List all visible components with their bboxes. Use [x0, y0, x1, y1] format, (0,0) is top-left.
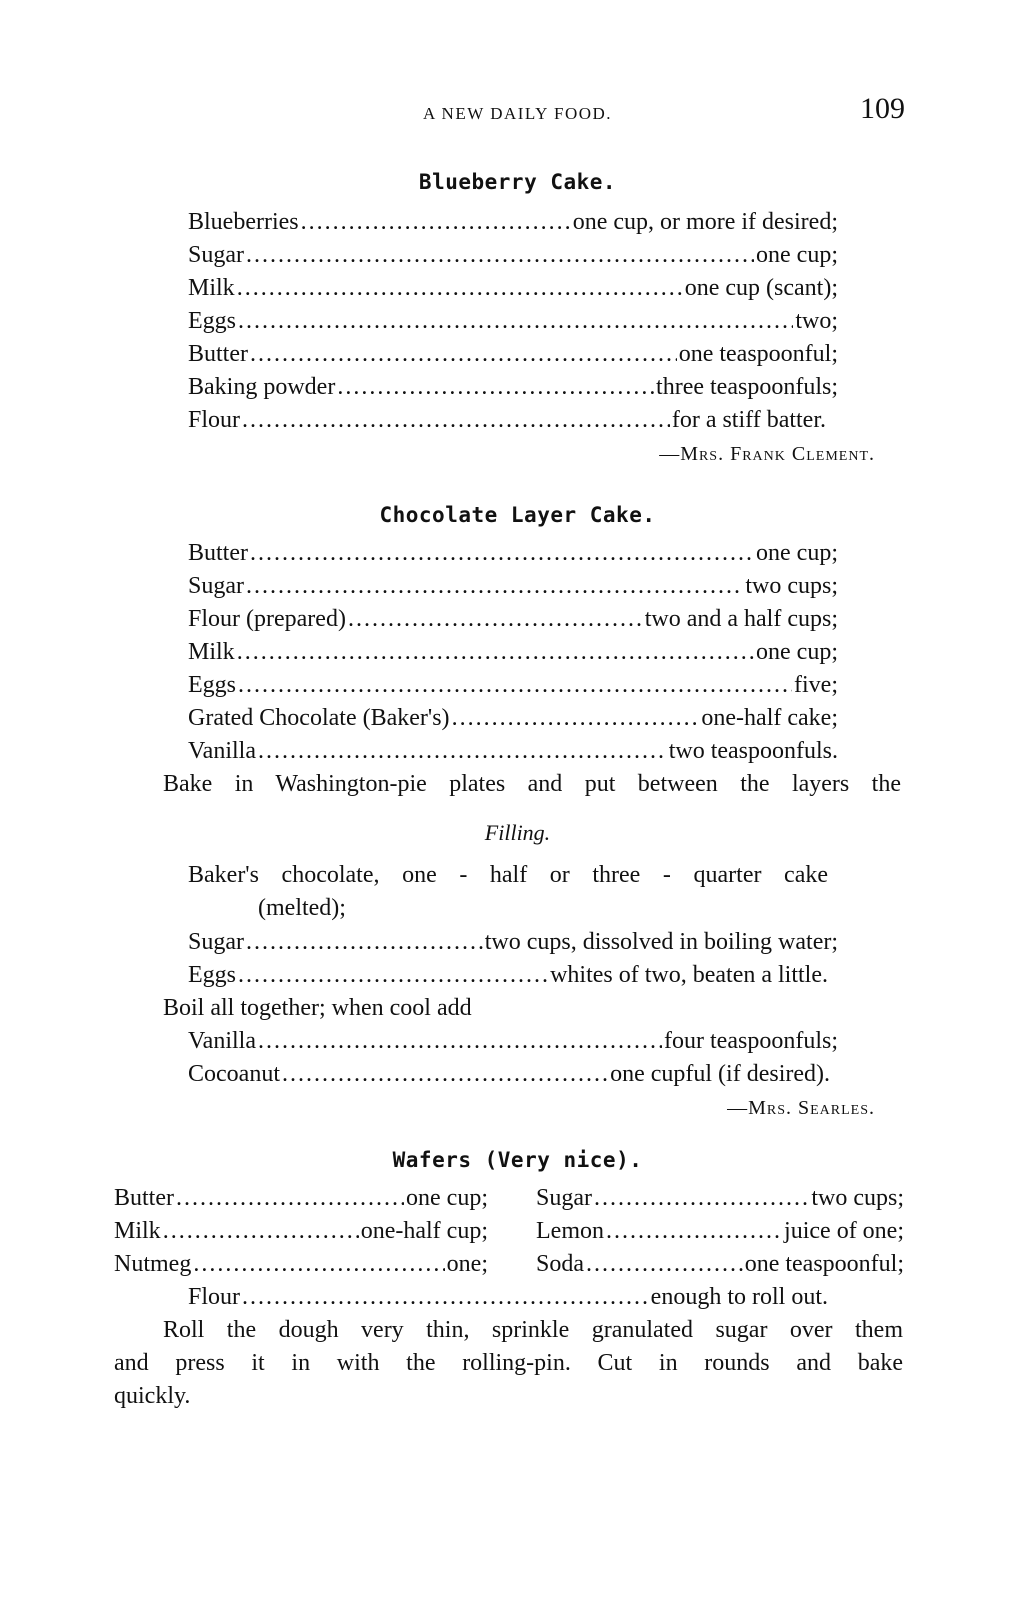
- ingredient-label: Soda: [536, 1251, 584, 1277]
- ingredient-line: [188, 639, 838, 666]
- running-title: A NEW DAILY FOOD.: [422, 104, 613, 123]
- ingredient-label: Butter: [188, 341, 248, 367]
- ingredient-line: [188, 929, 838, 956]
- ingredient-label: Butter: [188, 540, 248, 566]
- ingredient-line: [188, 705, 838, 732]
- ingredient-label: Sugar: [536, 1185, 592, 1211]
- signature-chocolate: [727, 1097, 875, 1120]
- ingredient-label: Lemon: [536, 1218, 604, 1244]
- ingredient-amount: two teaspoonfuls.: [668, 738, 838, 764]
- ingredient-line: [188, 374, 838, 401]
- ingredient-line: [188, 1028, 838, 1055]
- ingredient-label: Sugar: [188, 573, 244, 599]
- leader-dots: [237, 275, 683, 302]
- ingredient-label: Sugar: [188, 929, 244, 955]
- ingredient-amount: one cup;: [406, 1185, 488, 1211]
- ingredient-line: [188, 242, 838, 269]
- leader-dots: [250, 341, 677, 368]
- ingredient-label: Milk: [188, 275, 235, 301]
- ingredient-label: Milk: [188, 639, 235, 665]
- instruction-text: quickly.: [114, 1383, 191, 1409]
- ingredient-amount: two cups;: [745, 573, 838, 599]
- recipe-title-chocolate: Chocolate Layer Cake.: [379, 503, 656, 527]
- ingredient-line: [188, 308, 838, 335]
- ingredient-amount: two cups;: [811, 1185, 904, 1211]
- ingredient-amount: one cup (scant);: [684, 275, 838, 301]
- signature-text: —Mrs. Frank Clement.: [659, 443, 875, 465]
- ingredient-amount: enough to roll out.: [650, 1284, 828, 1310]
- recipe-title-wafers: Wafers (Very nice).: [392, 1148, 643, 1172]
- ingredient-label: Eggs: [188, 308, 236, 334]
- ingredient-line: [188, 962, 828, 989]
- signature-text: —Mrs. Searles.: [727, 1097, 875, 1119]
- running-head: [0, 92, 1035, 142]
- ingredient-label: Baking powder: [188, 374, 336, 400]
- ingredient-label: Blueberries: [188, 209, 299, 235]
- leader-dots: [163, 1218, 359, 1245]
- instruction-text: Roll the dough very thin, sprinkle granulated sugar over them: [163, 1317, 903, 1343]
- leader-dots: [246, 573, 743, 600]
- leader-dots: [238, 308, 793, 335]
- leader-dots: [193, 1251, 444, 1278]
- ingredient-amount: for a stiff batter.: [671, 407, 826, 433]
- ingredient-line: [188, 275, 838, 302]
- ingredient-label: Nutmeg: [114, 1251, 192, 1277]
- signature-blueberry: [659, 443, 875, 466]
- ingredient-amount: one-half cup;: [360, 1218, 488, 1244]
- leader-dots: [586, 1251, 743, 1278]
- ingredient-label: Flour (prepared): [188, 606, 346, 632]
- ingredient-line: [188, 606, 838, 633]
- ingredient-amount: three teaspoonfuls;: [656, 374, 838, 400]
- ingredient-amount: one teaspoonful;: [744, 1251, 904, 1277]
- ingredient-line: [188, 573, 838, 600]
- leader-dots: [246, 242, 754, 269]
- filling-intro-continuation: (melted);: [258, 895, 346, 921]
- ingredient-label: Eggs: [188, 962, 236, 988]
- leader-dots: [337, 374, 654, 401]
- leader-dots: [282, 1061, 608, 1088]
- ingredient-amount: five;: [794, 672, 838, 698]
- ingredient-line: [188, 407, 826, 434]
- ingredient-line: [188, 672, 838, 699]
- ingredient-amount: one teaspoonful;: [678, 341, 838, 367]
- ingredient-amount: one cup;: [756, 639, 838, 665]
- filling-title: Filling.: [484, 820, 551, 845]
- ingredient-line: [188, 341, 838, 368]
- leader-dots: [250, 540, 754, 567]
- instruction-text: Bake in Washington-pie plates and put between the layers the: [163, 771, 901, 797]
- ingredient-amount: two;: [795, 308, 838, 334]
- ingredient-amount: whites of two, beaten a little.: [550, 962, 828, 988]
- ingredient-label: Flour: [188, 1284, 241, 1310]
- ingredient-amount: one;: [446, 1251, 488, 1277]
- leader-dots: [242, 407, 670, 434]
- ingredient-amount: four teaspoonfuls;: [664, 1028, 838, 1054]
- ingredient-label: Butter: [114, 1185, 174, 1211]
- recipe-title-blueberry: Blueberry Cake.: [418, 170, 617, 194]
- leader-dots: [348, 606, 643, 633]
- ingredient-label: Cocoanut: [188, 1061, 280, 1087]
- ingredient-line: [188, 1284, 828, 1311]
- leader-dots: [246, 929, 483, 956]
- ingredient-line: [188, 209, 838, 236]
- ingredient-amount: juice of one;: [784, 1218, 904, 1244]
- instruction-text: and press it in with the rolling-pin. Cut in rounds and bake: [114, 1350, 903, 1376]
- ingredient-line: [188, 738, 838, 765]
- ingredient-line: [114, 1218, 488, 1245]
- ingredient-line: [536, 1251, 904, 1278]
- leader-dots: [258, 1028, 662, 1055]
- leader-dots: [258, 738, 667, 765]
- ingredient-amount: one cupful (if desired).: [610, 1061, 830, 1087]
- leader-dots: [452, 705, 700, 732]
- ingredient-amount: two cups, dissolved in boiling water;: [484, 929, 838, 955]
- ingredient-line: [188, 1061, 830, 1088]
- ingredient-amount: one cup, or more if desired;: [572, 209, 838, 235]
- ingredient-label: Sugar: [188, 242, 244, 268]
- ingredient-amount: two and a half cups;: [644, 606, 838, 632]
- ingredient-line: [536, 1218, 904, 1245]
- leader-dots: [606, 1218, 782, 1245]
- leader-dots: [238, 962, 548, 989]
- ingredient-label: Flour: [188, 407, 241, 433]
- ingredient-line: [536, 1185, 904, 1212]
- ingredient-label: Eggs: [188, 672, 236, 698]
- ingredient-label: Grated Chocolate (Baker's): [188, 705, 450, 731]
- leader-dots: [237, 639, 754, 666]
- ingredient-label: Vanilla: [188, 738, 256, 764]
- ingredient-line: [114, 1185, 488, 1212]
- ingredient-label: Milk: [114, 1218, 161, 1244]
- ingredient-amount: one cup;: [756, 540, 838, 566]
- leader-dots: [238, 672, 792, 699]
- ingredient-label: Vanilla: [188, 1028, 256, 1054]
- ingredient-line: [114, 1251, 488, 1278]
- page-number: 109: [860, 92, 905, 125]
- ingredient-amount: one-half cake;: [701, 705, 838, 731]
- ingredient-amount: one cup;: [756, 242, 838, 268]
- filling-instruction: Boil all together; when cool add: [163, 995, 472, 1021]
- leader-dots: [242, 1284, 649, 1311]
- filling-intro-line: Baker's chocolate, one - half or three - quarter cake: [188, 862, 828, 888]
- leader-dots: [176, 1185, 404, 1212]
- leader-dots: [301, 209, 571, 236]
- ingredient-line: [188, 540, 838, 567]
- leader-dots: [594, 1185, 809, 1212]
